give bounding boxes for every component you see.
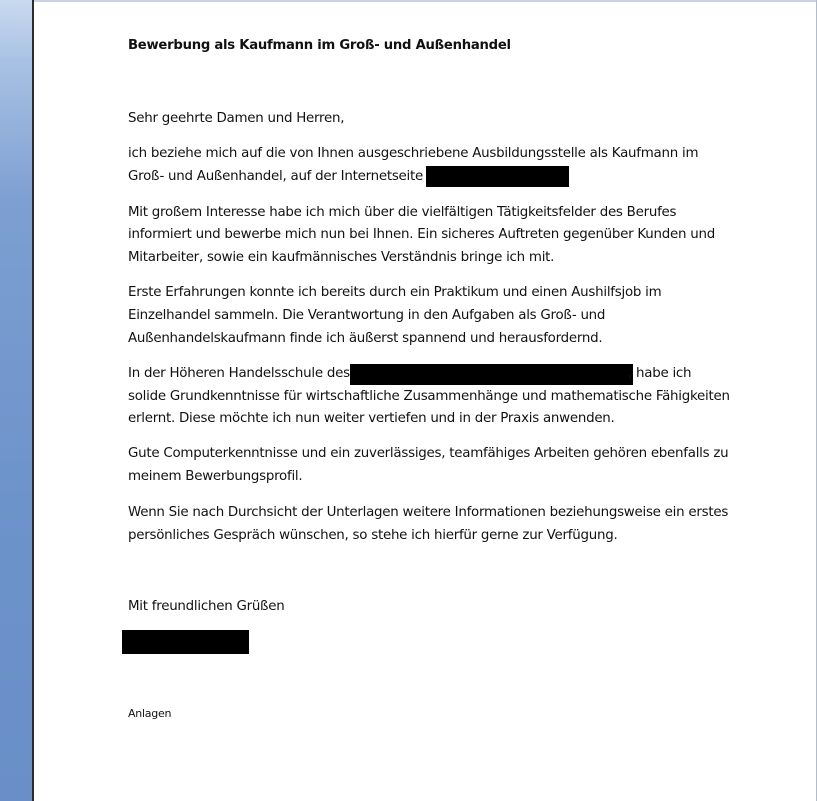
redacted-website bbox=[426, 166, 569, 187]
redacted-school-name bbox=[350, 364, 633, 385]
page-left-edge bbox=[32, 0, 34, 801]
paragraph-2-line-2: informiert und bewerbe mich nun bei Ihnen. Ein sicheres Auftreten gegenüber Kunden und bbox=[128, 227, 715, 242]
paragraph-3-line-3: Außenhandelskaufmann finde ich äußerst spannend und herausfordernd. bbox=[128, 331, 603, 346]
paragraph-6-line-1: Wenn Sie nach Durchsicht der Unterlagen weitere Informationen beziehungsweise ein erstes bbox=[128, 505, 729, 520]
paragraph-4-line-1-start: In der Höheren Handelsschule des bbox=[128, 366, 350, 381]
paragraph-6-line-2: persönliches Gespräch wünschen, so stehe ich hierfür gerne zur Verfügung. bbox=[128, 528, 618, 543]
paragraph-1-line-1: ich beziehe mich auf die von Ihnen ausgeschriebene Ausbildungsstelle als Kaufmann im bbox=[128, 146, 699, 161]
paragraph-4-line-3: erlernt. Diese möchte ich nun weiter vertiefen und in der Praxis anwenden. bbox=[128, 411, 615, 426]
paragraph-3-line-1: Erste Erfahrungen konnte ich bereits durch ein Praktikum und einen Aushilfsjob im bbox=[128, 285, 662, 300]
letter-closing: Mit freundlichen Grüßen bbox=[128, 599, 285, 614]
page-top-border bbox=[34, 0, 817, 2]
paragraph-4-line-1-end: , habe ich bbox=[628, 366, 692, 381]
workspace-background bbox=[0, 0, 34, 801]
paragraph-5-line-1: Gute Computerkenntnisse und ein zuverlässiges, teamfähiges Arbeiten gehören ebenfalls zu bbox=[128, 446, 729, 461]
redacted-signature bbox=[122, 630, 249, 654]
paragraph-1-line-2: Groß- und Außenhandel, auf der Internetseite bbox=[128, 169, 423, 184]
letter-subject: Bewerbung als Kaufmann im Groß- und Außenhandel bbox=[128, 38, 511, 53]
letter-salutation: Sehr geehrte Damen und Herren, bbox=[128, 111, 345, 126]
paragraph-2-line-3: Mitarbeiter, sowie ein kaufmännisches Verständnis bringe ich mit. bbox=[128, 250, 555, 265]
paragraph-2-line-1: Mit großem Interesse habe ich mich über die vielfältigen Tätigkeitsfelder des Berufes bbox=[128, 205, 677, 220]
attachments-label: Anlagen bbox=[128, 707, 172, 720]
paragraph-3-line-2: Einzelhandel sammeln. Die Verantwortung in den Aufgaben als Groß- und bbox=[128, 308, 606, 323]
paragraph-5-line-2: meinem Bewerbungsprofil. bbox=[128, 469, 303, 484]
paragraph-4-line-2: solide Grundkenntnisse für wirtschaftliche Zusammenhänge und mathematische Fähigkeiten bbox=[128, 389, 730, 404]
